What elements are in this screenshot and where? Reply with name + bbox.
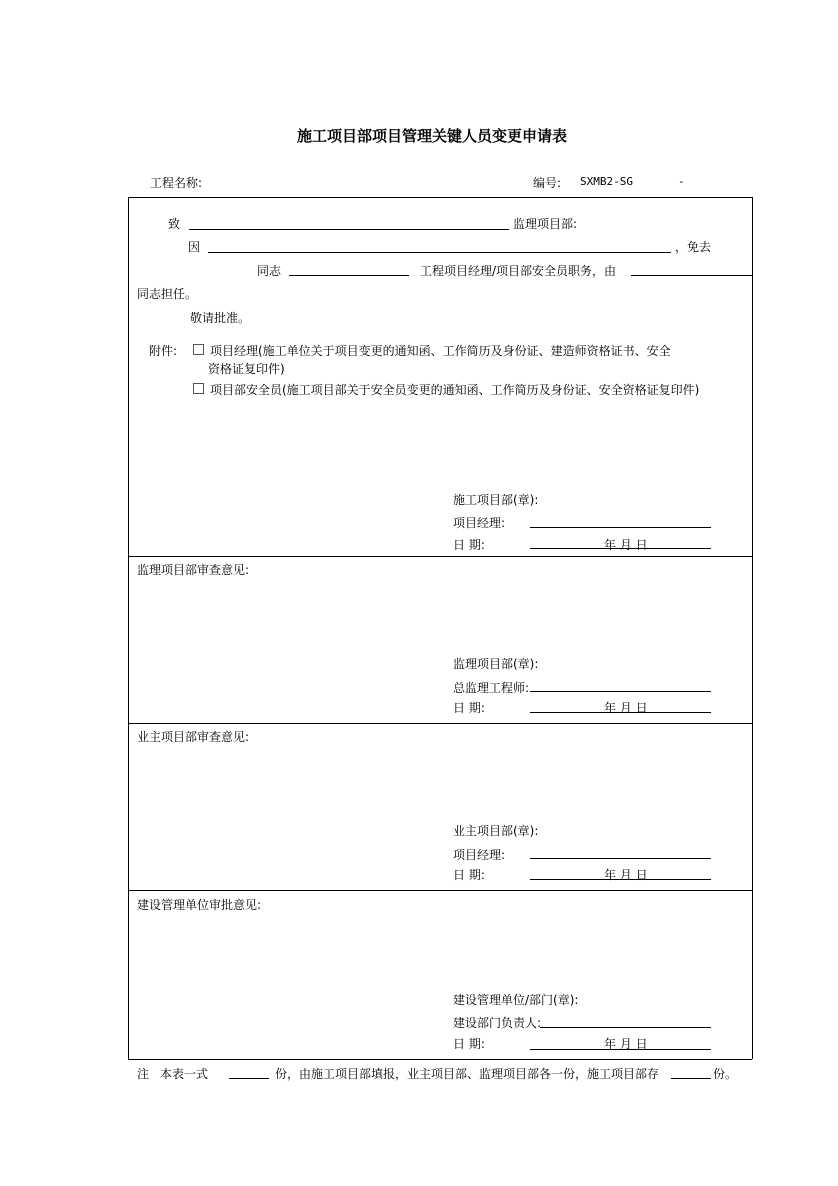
row-divider-1 <box>128 556 752 557</box>
signature-person-field[interactable] <box>530 527 711 528</box>
signature-org-label: 施工项目部(章): <box>453 493 539 507</box>
attachment-1-line2: 资格证复印件) <box>208 362 285 376</box>
date-ymd: 年 月 日 <box>604 538 648 552</box>
section-heading: 建设管理单位审批意见: <box>137 898 262 912</box>
table-top-border <box>128 197 752 198</box>
page-title: 施工项目部项目管理关键人员变更申请表 <box>297 127 568 145</box>
signature-person-label: 总监理工程师: <box>453 681 530 695</box>
date-label: 日 期: <box>453 701 485 715</box>
attachment-1-checkbox[interactable] <box>193 344 204 355</box>
note-part3: 份。 <box>713 1067 738 1081</box>
successor-field[interactable] <box>631 275 752 276</box>
section-heading: 监理项目部审查意见: <box>137 563 250 577</box>
copies-total-field[interactable] <box>229 1078 269 1079</box>
signature-org-label: 建设管理单位/部门(章): <box>453 993 579 1007</box>
table-right-border <box>752 197 753 1059</box>
continuation-text: 同志担任。 <box>137 287 198 301</box>
signature-org-label: 监理项目部(章): <box>453 657 539 671</box>
comrade-label: 同志 <box>257 264 282 278</box>
date-label: 日 期: <box>453 868 485 882</box>
signature-person-field[interactable] <box>540 1027 711 1028</box>
signature-org-label: 业主项目部(章): <box>453 824 539 838</box>
reason-suffix: ，免去 <box>675 240 712 254</box>
table-left-border <box>128 197 129 1059</box>
copies-kept-field[interactable] <box>671 1078 711 1079</box>
reason-prefix: 因 <box>188 240 201 254</box>
number-dash: - <box>678 175 685 188</box>
section-heading: 业主项目部审查意见: <box>137 730 250 744</box>
to-recipient-field[interactable] <box>189 229 509 230</box>
attachment-2-checkbox[interactable] <box>193 383 204 394</box>
to-prefix: 致 <box>168 217 181 231</box>
project-name-label: 工程名称: <box>150 176 203 190</box>
row-divider-2 <box>128 723 752 724</box>
number-code: SXMB2-SG <box>580 175 633 188</box>
note-part2: 份，由施工项目部填报，业主项目部、监理项目部各一份，施工项目部存 <box>275 1067 660 1081</box>
position-text: 工程项目经理/项目部安全员职务，由 <box>420 264 617 278</box>
signature-person-label: 项目经理: <box>453 848 506 862</box>
date-ymd: 年 月 日 <box>604 701 648 715</box>
date-label: 日 期: <box>453 538 485 552</box>
row-divider-3 <box>128 890 752 891</box>
reason-field[interactable] <box>208 252 671 253</box>
note-part1: 本表一式 <box>160 1067 209 1081</box>
to-suffix: 监理项目部: <box>513 217 578 231</box>
signature-person-label: 项目经理: <box>453 516 506 530</box>
attachments-label: 附件: <box>149 344 178 358</box>
request-text: 敬请批准。 <box>190 311 251 325</box>
attachment-2-text: 项目部安全员(施工项目部关于安全员变更的通知函、工作简历及身份证、安全资格证复印件) <box>210 383 700 397</box>
signature-person-field[interactable] <box>530 691 711 692</box>
attachment-1-line1: 项目经理(施工单位关于项目变更的通知函、工作简历及身份证、建造师资格证书、安全 <box>210 344 671 358</box>
date-ymd: 年 月 日 <box>604 1037 648 1051</box>
date-ymd: 年 月 日 <box>604 868 648 882</box>
table-bottom-border <box>128 1059 752 1060</box>
date-label: 日 期: <box>453 1037 485 1051</box>
note-label: 注 <box>137 1067 150 1081</box>
number-label: 编号: <box>533 176 562 190</box>
removed-person-field[interactable] <box>289 275 409 276</box>
signature-person-label: 建设部门负责人: <box>453 1016 542 1030</box>
signature-person-field[interactable] <box>530 858 711 859</box>
